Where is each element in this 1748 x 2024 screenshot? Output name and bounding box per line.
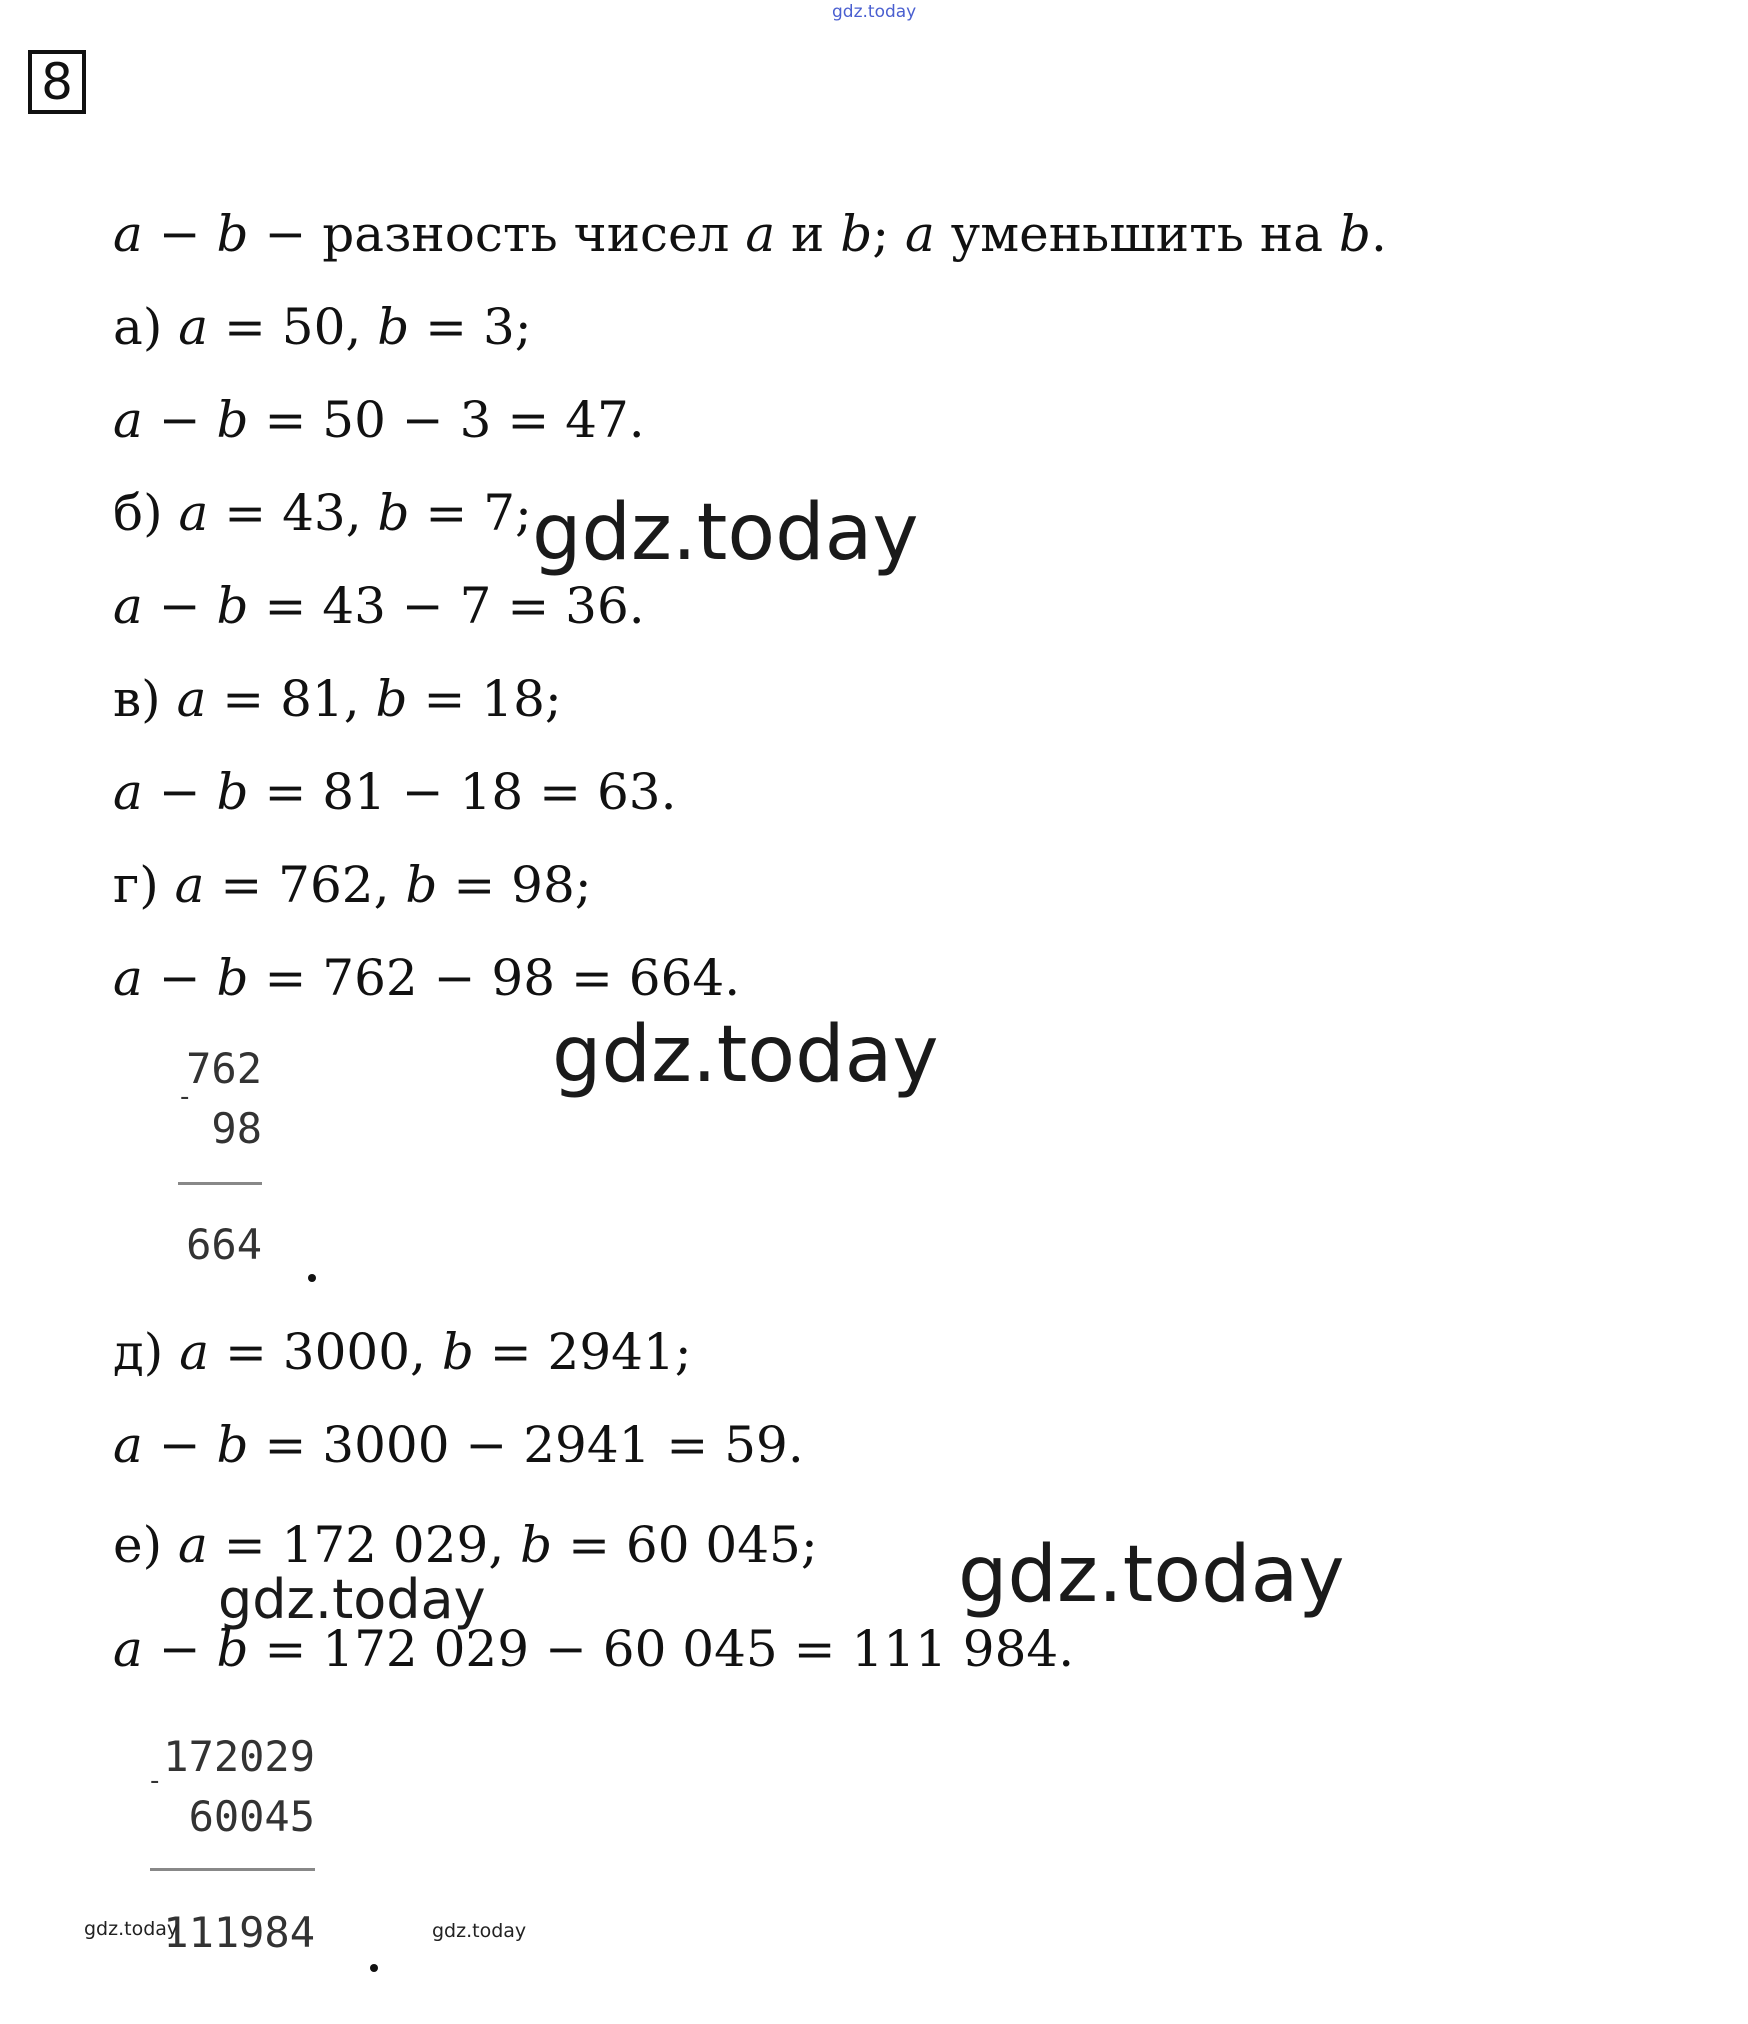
watermark: gdz.today xyxy=(958,1530,1345,1620)
column-1-period xyxy=(308,1274,316,1282)
case-a-given: а) a = 50, b = 3; xyxy=(113,298,532,356)
header-watermark: gdz.today xyxy=(832,2,917,22)
exercise-number-badge: 8 xyxy=(28,50,86,114)
column-1-subtrahend: 98 xyxy=(211,1104,262,1153)
column-2-rule xyxy=(150,1868,315,1871)
column-2-minus-sign: - xyxy=(150,1766,160,1796)
watermark: gdz.today xyxy=(532,488,919,578)
case-c-result: a − b = 81 − 18 = 63. xyxy=(113,763,677,821)
case-b-result: a − b = 43 − 7 = 36. xyxy=(113,577,645,635)
column-1-minuend: 762 xyxy=(186,1044,262,1093)
case-c-given: в) a = 81, b = 18; xyxy=(113,670,562,728)
column-1-rule xyxy=(178,1182,262,1185)
case-a-result: a − b = 50 − 3 = 47. xyxy=(113,391,645,449)
column-2-minuend: 172029 xyxy=(163,1732,315,1781)
column-1-minus-sign: - xyxy=(180,1082,190,1112)
case-e-result: a − b = 3000 − 2941 = 59. xyxy=(113,1416,804,1474)
column-2-subtrahend: 60045 xyxy=(188,1792,315,1841)
definition-line: a − b − разность чисел a и b; a уменьшить на b. xyxy=(113,205,1387,263)
watermark: gdz.today xyxy=(84,1918,179,1940)
column-1-result: 664 xyxy=(186,1220,262,1269)
case-d-result: a − b = 762 − 98 = 664. xyxy=(113,949,741,1007)
watermark: gdz.today xyxy=(552,1010,939,1100)
watermark: gdz.today xyxy=(432,1920,527,1942)
case-f-given: е) a = 172 029, b = 60 045; xyxy=(113,1516,818,1574)
watermark: gdz.today xyxy=(218,1568,486,1631)
case-f-result: a − b = 172 029 − 60 045 = 111 984. xyxy=(113,1620,1075,1678)
case-e-given: д) a = 3000, b = 2941; xyxy=(113,1323,692,1381)
case-b-given: б) a = 43, b = 7; xyxy=(113,484,532,542)
column-2-result: 111984 xyxy=(163,1908,315,1957)
case-d-given: г) a = 762, b = 98; xyxy=(113,856,592,914)
column-2-period xyxy=(370,1964,378,1972)
